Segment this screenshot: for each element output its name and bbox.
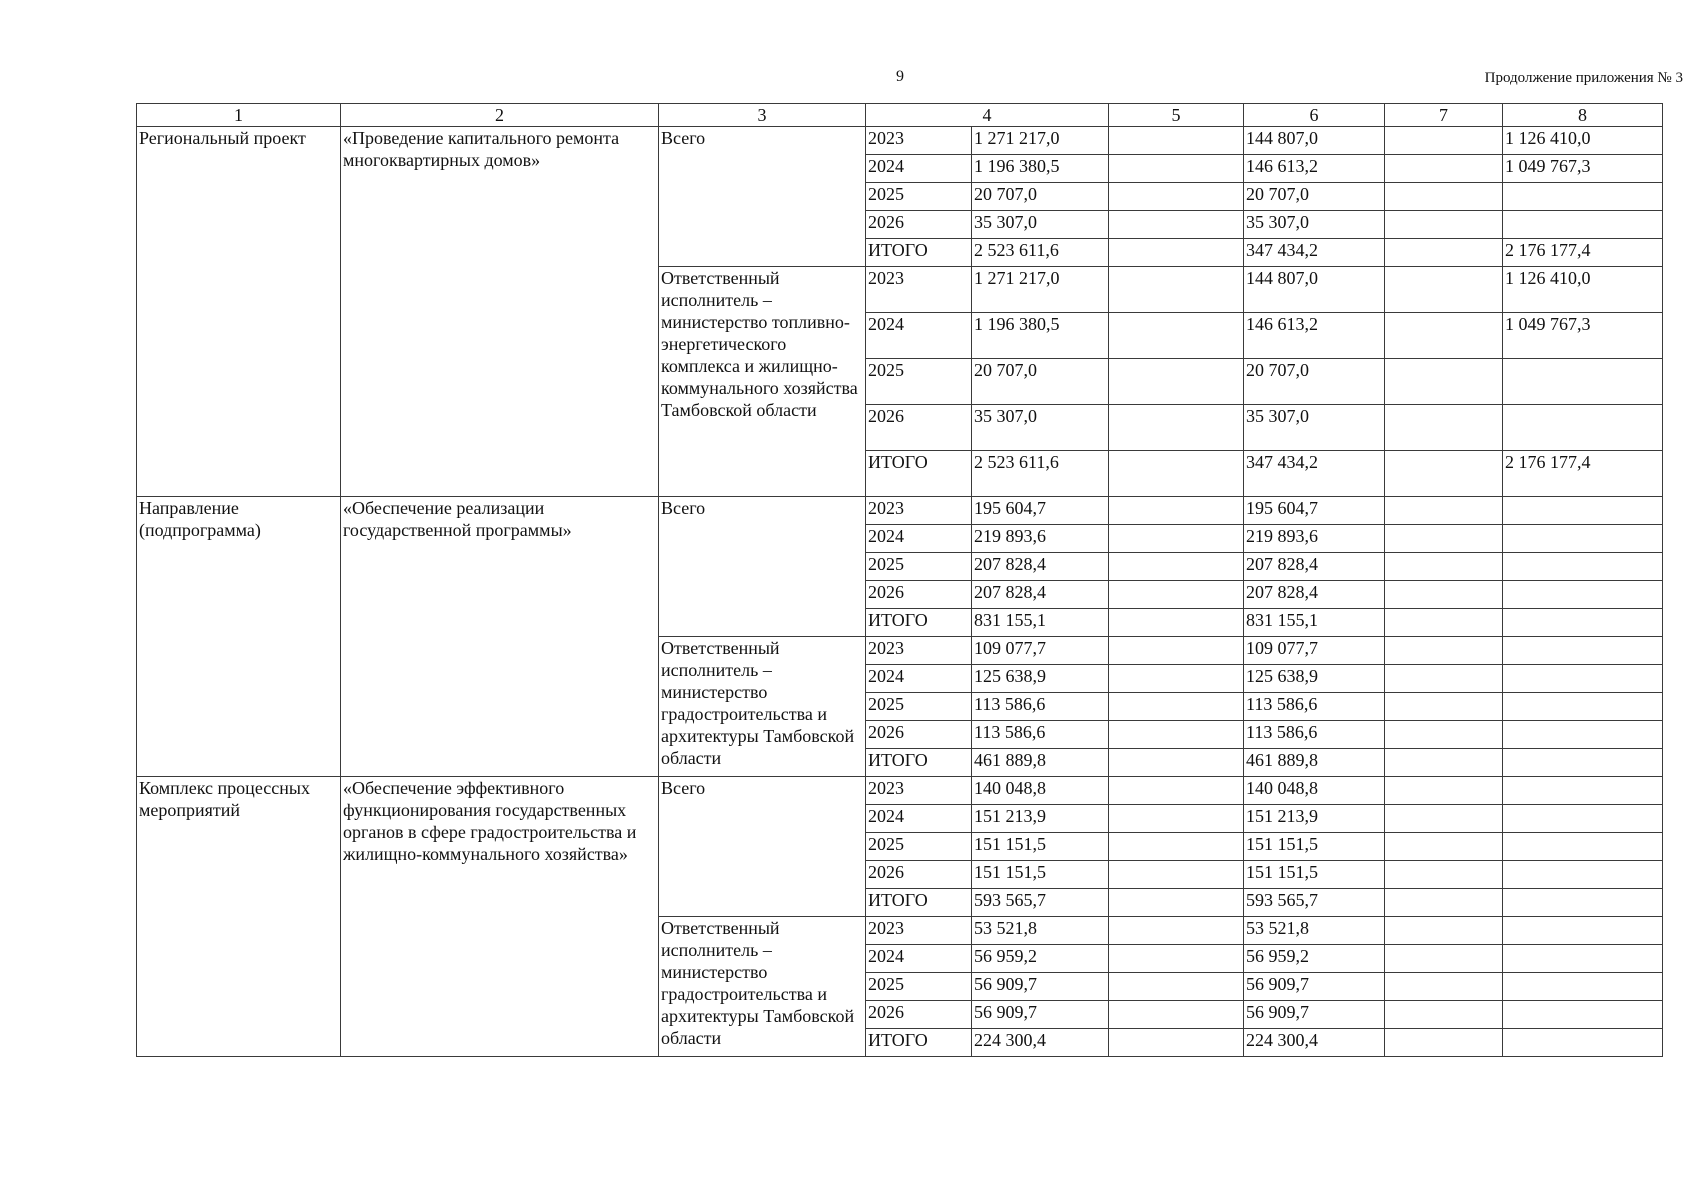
column-7-cell bbox=[1385, 665, 1503, 693]
column-8-cell bbox=[1503, 1001, 1663, 1029]
column-6-cell: 125 638,9 bbox=[1244, 665, 1385, 693]
column-5-cell bbox=[1109, 127, 1244, 155]
year-cell: ИТОГО bbox=[866, 239, 972, 267]
column-6-cell: 195 604,7 bbox=[1244, 497, 1385, 525]
column-7-cell bbox=[1385, 553, 1503, 581]
column-6-cell: 35 307,0 bbox=[1244, 405, 1385, 451]
total-cell: 1 196 380,5 bbox=[972, 313, 1109, 359]
column-8-cell bbox=[1503, 525, 1663, 553]
column-7-cell bbox=[1385, 777, 1503, 805]
column-8-cell bbox=[1503, 211, 1663, 239]
column-5-cell bbox=[1109, 917, 1244, 945]
column-5-cell bbox=[1109, 889, 1244, 917]
column-5-cell bbox=[1109, 721, 1244, 749]
year-cell: 2026 bbox=[866, 211, 972, 239]
year-cell: 2023 bbox=[866, 917, 972, 945]
total-cell: 2 523 611,6 bbox=[972, 239, 1109, 267]
column-5-cell bbox=[1109, 637, 1244, 665]
column-7-cell bbox=[1385, 267, 1503, 313]
column-5-cell bbox=[1109, 313, 1244, 359]
column-5-cell bbox=[1109, 945, 1244, 973]
column-8-cell bbox=[1503, 861, 1663, 889]
column-5-cell bbox=[1109, 359, 1244, 405]
year-cell: 2023 bbox=[866, 777, 972, 805]
total-cell: 831 155,1 bbox=[972, 609, 1109, 637]
column-7-cell bbox=[1385, 945, 1503, 973]
column-6-cell: 207 828,4 bbox=[1244, 581, 1385, 609]
column-6-cell: 140 048,8 bbox=[1244, 777, 1385, 805]
column-7-cell bbox=[1385, 1001, 1503, 1029]
column-6-cell: 144 807,0 bbox=[1244, 127, 1385, 155]
column-5-cell bbox=[1109, 451, 1244, 497]
column-8-cell bbox=[1503, 183, 1663, 211]
year-cell: 2025 bbox=[866, 553, 972, 581]
column-5-cell bbox=[1109, 665, 1244, 693]
table-row bbox=[137, 127, 1663, 155]
column-5-cell bbox=[1109, 155, 1244, 183]
year-cell: 2024 bbox=[866, 805, 972, 833]
column-8-cell bbox=[1503, 665, 1663, 693]
column-8-cell bbox=[1503, 693, 1663, 721]
column-6-cell: 20 707,0 bbox=[1244, 183, 1385, 211]
column-7-cell bbox=[1385, 917, 1503, 945]
total-cell: 195 604,7 bbox=[972, 497, 1109, 525]
column-7-cell bbox=[1385, 405, 1503, 451]
column-6-cell: 56 959,2 bbox=[1244, 945, 1385, 973]
table-row bbox=[137, 497, 1663, 525]
column-6-cell: 151 151,5 bbox=[1244, 861, 1385, 889]
column-6-cell: 151 151,5 bbox=[1244, 833, 1385, 861]
column-5-cell bbox=[1109, 525, 1244, 553]
section-name-cell: «Обеспечение эффективного функционирования государственных органов в сфере градостроительства и жилищно-коммунального хозяйства» bbox=[341, 777, 659, 1057]
column-5-cell bbox=[1109, 693, 1244, 721]
column-6-cell: 146 613,2 bbox=[1244, 313, 1385, 359]
total-cell: 56 909,7 bbox=[972, 1001, 1109, 1029]
column-8-cell: 1 049 767,3 bbox=[1503, 155, 1663, 183]
column-8-cell: 2 176 177,4 bbox=[1503, 239, 1663, 267]
header-cell: 8 bbox=[1503, 104, 1663, 127]
total-cell: 113 586,6 bbox=[972, 693, 1109, 721]
column-5-cell bbox=[1109, 211, 1244, 239]
total-cell: 593 565,7 bbox=[972, 889, 1109, 917]
column-5-cell bbox=[1109, 861, 1244, 889]
column-8-cell bbox=[1503, 553, 1663, 581]
column-5-cell bbox=[1109, 1001, 1244, 1029]
year-cell: 2024 bbox=[866, 525, 972, 553]
header-cell: 7 bbox=[1385, 104, 1503, 127]
column-6-cell: 347 434,2 bbox=[1244, 239, 1385, 267]
column-6-cell: 219 893,6 bbox=[1244, 525, 1385, 553]
year-cell: ИТОГО bbox=[866, 609, 972, 637]
header-cell: 1 bbox=[137, 104, 341, 127]
column-7-cell bbox=[1385, 805, 1503, 833]
page-number: 9 bbox=[896, 68, 904, 85]
total-cell: 56 909,7 bbox=[972, 973, 1109, 1001]
total-cell: 140 048,8 bbox=[972, 777, 1109, 805]
total-cell: 207 828,4 bbox=[972, 581, 1109, 609]
column-8-cell bbox=[1503, 405, 1663, 451]
column-8-cell: 2 176 177,4 bbox=[1503, 451, 1663, 497]
column-7-cell bbox=[1385, 749, 1503, 777]
column-5-cell bbox=[1109, 749, 1244, 777]
year-cell: 2026 bbox=[866, 581, 972, 609]
column-5-cell bbox=[1109, 405, 1244, 451]
column-5-cell bbox=[1109, 183, 1244, 211]
section-type-cell: Направление (подпрограмма) bbox=[137, 497, 341, 777]
year-cell: ИТОГО bbox=[866, 451, 972, 497]
funding-source-cell: Ответственный исполнитель – министерство градостроительства и архитектуры Тамбовской области bbox=[659, 917, 866, 1057]
column-7-cell bbox=[1385, 973, 1503, 1001]
column-6-cell: 151 213,9 bbox=[1244, 805, 1385, 833]
column-7-cell bbox=[1385, 833, 1503, 861]
column-8-cell: 1 126 410,0 bbox=[1503, 267, 1663, 313]
column-8-cell bbox=[1503, 1029, 1663, 1057]
column-8-cell bbox=[1503, 833, 1663, 861]
total-cell: 35 307,0 bbox=[972, 211, 1109, 239]
appendix-note: Продолжение приложения № 3 bbox=[1484, 70, 1683, 86]
column-7-cell bbox=[1385, 313, 1503, 359]
header-cell: 4 bbox=[866, 104, 1109, 127]
column-6-cell: 113 586,6 bbox=[1244, 721, 1385, 749]
year-cell: ИТОГО bbox=[866, 889, 972, 917]
column-7-cell bbox=[1385, 155, 1503, 183]
column-6-cell: 56 909,7 bbox=[1244, 1001, 1385, 1029]
header-cell: 3 bbox=[659, 104, 866, 127]
column-5-cell bbox=[1109, 973, 1244, 1001]
year-cell: 2023 bbox=[866, 127, 972, 155]
column-5-cell bbox=[1109, 497, 1244, 525]
column-6-cell: 144 807,0 bbox=[1244, 267, 1385, 313]
column-8-cell bbox=[1503, 805, 1663, 833]
column-6-cell: 113 586,6 bbox=[1244, 693, 1385, 721]
total-cell: 207 828,4 bbox=[972, 553, 1109, 581]
column-5-cell bbox=[1109, 609, 1244, 637]
total-cell: 461 889,8 bbox=[972, 749, 1109, 777]
column-8-cell bbox=[1503, 973, 1663, 1001]
column-8-cell bbox=[1503, 945, 1663, 973]
total-cell: 151 151,5 bbox=[972, 861, 1109, 889]
column-5-cell bbox=[1109, 777, 1244, 805]
total-cell: 224 300,4 bbox=[972, 1029, 1109, 1057]
column-7-cell bbox=[1385, 889, 1503, 917]
column-7-cell bbox=[1385, 239, 1503, 267]
column-5-cell bbox=[1109, 805, 1244, 833]
column-6-cell: 831 155,1 bbox=[1244, 609, 1385, 637]
header-cell: 2 bbox=[341, 104, 659, 127]
year-cell: 2026 bbox=[866, 405, 972, 451]
column-6-cell: 207 828,4 bbox=[1244, 553, 1385, 581]
column-8-cell bbox=[1503, 637, 1663, 665]
column-6-cell: 593 565,7 bbox=[1244, 889, 1385, 917]
column-6-cell: 347 434,2 bbox=[1244, 451, 1385, 497]
column-6-cell: 35 307,0 bbox=[1244, 211, 1385, 239]
column-7-cell bbox=[1385, 183, 1503, 211]
column-8-cell bbox=[1503, 721, 1663, 749]
column-7-cell bbox=[1385, 609, 1503, 637]
year-cell: 2025 bbox=[866, 359, 972, 405]
table-row bbox=[137, 777, 1663, 805]
total-cell: 20 707,0 bbox=[972, 183, 1109, 211]
column-6-cell: 20 707,0 bbox=[1244, 359, 1385, 405]
column-7-cell bbox=[1385, 861, 1503, 889]
column-8-cell bbox=[1503, 581, 1663, 609]
header-cell: 5 bbox=[1109, 104, 1244, 127]
funding-source-cell: Ответственный исполнитель – министерство градостроительства и архитектуры Тамбовской области bbox=[659, 637, 866, 777]
total-cell: 151 213,9 bbox=[972, 805, 1109, 833]
column-5-cell bbox=[1109, 1029, 1244, 1057]
total-cell: 35 307,0 bbox=[972, 405, 1109, 451]
column-8-cell bbox=[1503, 609, 1663, 637]
funding-source-cell: Всего bbox=[659, 497, 866, 637]
total-cell: 151 151,5 bbox=[972, 833, 1109, 861]
column-7-cell bbox=[1385, 497, 1503, 525]
funding-source-cell: Всего bbox=[659, 777, 866, 917]
year-cell: 2025 bbox=[866, 833, 972, 861]
section-type-cell: Комплекс процессных мероприятий bbox=[137, 777, 341, 1057]
section-type-cell: Региональный проект bbox=[137, 127, 341, 497]
column-7-cell bbox=[1385, 211, 1503, 239]
column-5-cell bbox=[1109, 267, 1244, 313]
column-8-cell: 1 049 767,3 bbox=[1503, 313, 1663, 359]
section-name-cell: «Проведение капитального ремонта многоквартирных домов» bbox=[341, 127, 659, 497]
total-cell: 109 077,7 bbox=[972, 637, 1109, 665]
column-6-cell: 109 077,7 bbox=[1244, 637, 1385, 665]
total-cell: 1 271 217,0 bbox=[972, 267, 1109, 313]
column-8-cell: 1 126 410,0 bbox=[1503, 127, 1663, 155]
column-6-cell: 56 909,7 bbox=[1244, 973, 1385, 1001]
column-8-cell bbox=[1503, 359, 1663, 405]
funding-source-cell: Всего bbox=[659, 127, 866, 267]
total-cell: 56 959,2 bbox=[972, 945, 1109, 973]
column-7-cell bbox=[1385, 451, 1503, 497]
section-name-cell: «Обеспечение реализации государственной программы» bbox=[341, 497, 659, 777]
total-cell: 20 707,0 bbox=[972, 359, 1109, 405]
total-cell: 1 271 217,0 bbox=[972, 127, 1109, 155]
year-cell: 2023 bbox=[866, 267, 972, 313]
column-8-cell bbox=[1503, 749, 1663, 777]
column-5-cell bbox=[1109, 833, 1244, 861]
column-7-cell bbox=[1385, 1029, 1503, 1057]
column-7-cell bbox=[1385, 581, 1503, 609]
year-cell: 2026 bbox=[866, 721, 972, 749]
year-cell: 2025 bbox=[866, 693, 972, 721]
column-8-cell bbox=[1503, 889, 1663, 917]
year-cell: 2025 bbox=[866, 973, 972, 1001]
year-cell: 2024 bbox=[866, 155, 972, 183]
year-cell: 2024 bbox=[866, 665, 972, 693]
year-cell: 2023 bbox=[866, 497, 972, 525]
year-cell: 2024 bbox=[866, 313, 972, 359]
column-6-cell: 146 613,2 bbox=[1244, 155, 1385, 183]
total-cell: 113 586,6 bbox=[972, 721, 1109, 749]
year-cell: 2023 bbox=[866, 637, 972, 665]
year-cell: ИТОГО bbox=[866, 749, 972, 777]
year-cell: 2026 bbox=[866, 1001, 972, 1029]
funding-source-cell: Ответственный исполнитель – министерство топливно-энергетического комплекса и жилищно-коммунального хозяйства Тамбовской области bbox=[659, 267, 866, 497]
column-8-cell bbox=[1503, 917, 1663, 945]
column-7-cell bbox=[1385, 359, 1503, 405]
total-cell: 53 521,8 bbox=[972, 917, 1109, 945]
year-cell: 2026 bbox=[866, 861, 972, 889]
total-cell: 1 196 380,5 bbox=[972, 155, 1109, 183]
column-6-cell: 461 889,8 bbox=[1244, 749, 1385, 777]
column-7-cell bbox=[1385, 127, 1503, 155]
column-7-cell bbox=[1385, 693, 1503, 721]
budget-table bbox=[136, 103, 1663, 1057]
column-7-cell bbox=[1385, 721, 1503, 749]
column-6-cell: 53 521,8 bbox=[1244, 917, 1385, 945]
header-cell: 6 bbox=[1244, 104, 1385, 127]
column-8-cell bbox=[1503, 777, 1663, 805]
column-5-cell bbox=[1109, 553, 1244, 581]
column-5-cell bbox=[1109, 581, 1244, 609]
column-8-cell bbox=[1503, 497, 1663, 525]
year-cell: 2025 bbox=[866, 183, 972, 211]
header-row bbox=[137, 104, 1663, 127]
total-cell: 2 523 611,6 bbox=[972, 451, 1109, 497]
column-6-cell: 224 300,4 bbox=[1244, 1029, 1385, 1057]
total-cell: 219 893,6 bbox=[972, 525, 1109, 553]
column-5-cell bbox=[1109, 239, 1244, 267]
year-cell: ИТОГО bbox=[866, 1029, 972, 1057]
total-cell: 125 638,9 bbox=[972, 665, 1109, 693]
column-7-cell bbox=[1385, 525, 1503, 553]
year-cell: 2024 bbox=[866, 945, 972, 973]
column-7-cell bbox=[1385, 637, 1503, 665]
